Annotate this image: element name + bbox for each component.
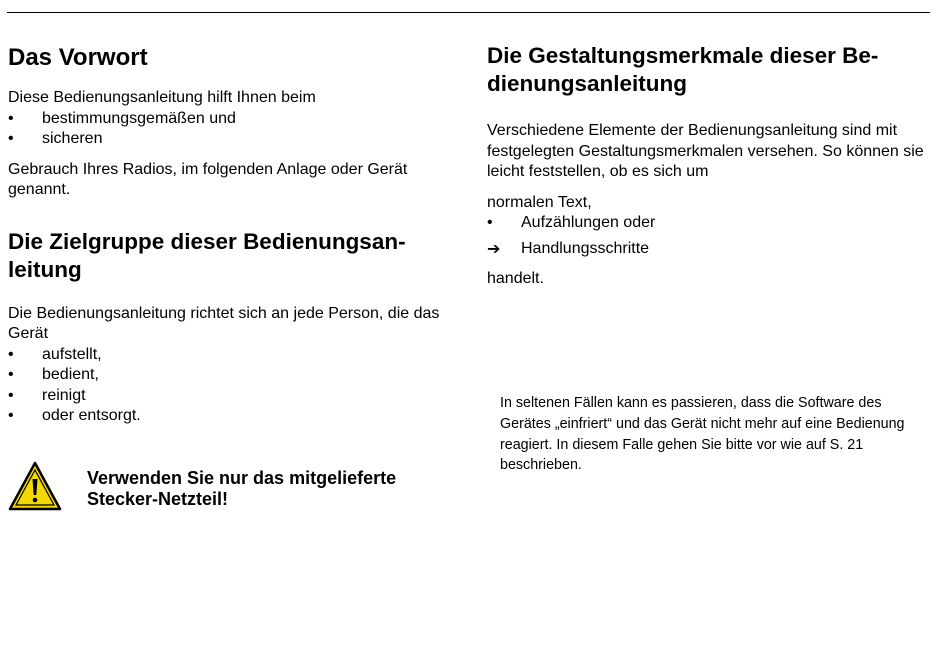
bullet-icon: • xyxy=(8,345,14,363)
warning-triangle-icon xyxy=(8,461,62,511)
bullet-icon: • xyxy=(487,214,493,231)
design-element-list xyxy=(487,213,927,259)
intro-end-text: Gebrauch Ihres Radios, im folgenden Anlage oder Gerät genannt. xyxy=(8,160,408,198)
top-rule xyxy=(7,12,930,13)
target-bullet-list xyxy=(8,345,453,427)
right-column xyxy=(487,40,927,290)
bullet-icon: • xyxy=(8,109,14,127)
warning-block xyxy=(8,461,453,515)
list-item: • sicheren xyxy=(8,129,453,150)
list-item: • bestimmungsgemäßen und xyxy=(8,109,453,130)
list-item: • oder entsorgt. xyxy=(8,406,453,427)
design-end-text: handelt. xyxy=(487,270,544,287)
list-item: • reinigt xyxy=(8,386,453,407)
heading-das-vorwort: Das Vorwort xyxy=(8,44,148,71)
warning-text: Verwenden Sie nur das mitgelieferte Stecker-Netzteil! xyxy=(87,468,397,509)
normal-text-example: normalen Text, xyxy=(487,193,592,211)
list-item: ➔ Handlungsschritte xyxy=(487,238,650,258)
target-text: Die Bedienungsanleitung richtet sich an jede Person, die das Gerät xyxy=(8,304,440,342)
software-freeze-note: In seltenen Fällen kann es passieren, dass die Software des Gerätes „einfriert“ und das Gerät nicht mehr auf eine Bedienung reagiert. In diesem Falle gehen Sie bitte vor wie auf S. 21 beschrieben. xyxy=(500,395,905,474)
design-text: Verschiedene Elemente der Bedienungsanleitung sind mit festgelegten Gestaltungsmerkmalen versehen. So können sie leicht feststellen, ob es sich um xyxy=(487,122,924,180)
left-column xyxy=(8,40,453,427)
bullet-icon: • xyxy=(8,130,14,147)
bullet-icon: • xyxy=(8,366,14,383)
arrow-icon: ➔ xyxy=(487,238,501,258)
intro-bullet-list xyxy=(8,109,453,150)
list-item: • Aufzählungen oder xyxy=(487,213,927,234)
heading-zielgruppe: Die Zielgruppe dieser Bedienungsan- leitung xyxy=(8,228,406,282)
list-item: • aufstellt, xyxy=(8,345,453,366)
list-item: • bedient, xyxy=(8,365,453,386)
bullet-icon: • xyxy=(8,386,14,404)
intro-text: Diese Bedienungsanleitung hilft Ihnen beim xyxy=(8,89,316,106)
bullet-icon: • xyxy=(8,407,14,424)
heading-gestaltungsmerkmale: Die Gestaltungsmerkmale dieser Be- dienungsanleitung xyxy=(487,43,879,96)
